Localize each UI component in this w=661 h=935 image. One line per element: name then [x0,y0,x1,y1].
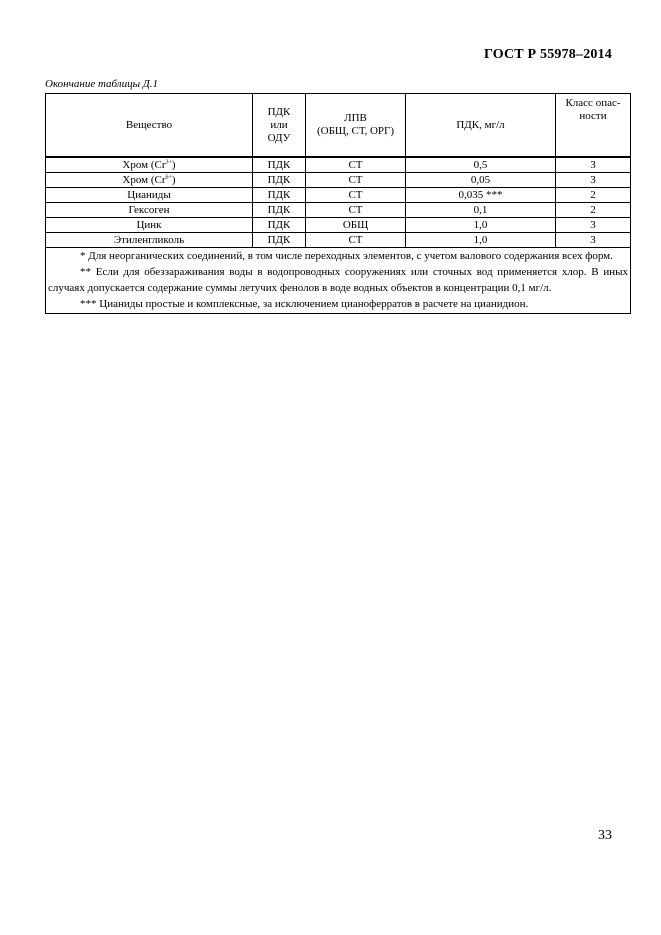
footnote-2: ** Если для обеззараживания воды в водопроводных сооружениях или сточных вод применяется хлор. В иных случаях допускается содержание суммы летучих фенолов в воде водных объектов в концентрации 0,1 мг/л. [48,266,628,294]
header-substance [46,94,253,158]
cell-class: 3 [556,173,631,188]
data-table [45,93,631,314]
header-type-line2: или [270,118,288,131]
cell-substance: Цианиды [46,188,253,203]
cell-substance [46,157,253,173]
header-class-line1: Класс опас- [565,97,621,109]
substance-name-end: ) [171,158,176,171]
table-row [46,173,631,188]
cell-substance [46,173,253,188]
substance-charge: 6+ [165,173,172,180]
table-row [46,157,631,173]
table-notes [46,248,631,314]
header-lpv-line1: ЛПВ [344,112,367,124]
cell-lpv: СТ [306,233,406,248]
header-lpv [306,94,406,158]
cell-substance: Этиленгликоль [46,233,253,248]
substance-charge: 3+ [165,158,172,165]
header-hazard-class [556,94,631,158]
cell-class: 3 [556,218,631,233]
cell-class: 2 [556,188,631,203]
header-type [253,94,306,158]
table-row [46,188,631,203]
cell-lpv: СТ [306,188,406,203]
cell-value: 0,035 *** [406,188,556,203]
header-value [406,94,556,158]
cell-type: ПДК [253,173,306,188]
cell-value: 0,1 [406,203,556,218]
footnote-3: *** Цианиды простые и комплексные, за исключением цианоферратов в расчете на цианидион. [80,298,529,310]
header-type-line3: ОДУ [267,131,291,144]
table-header-row [46,94,631,158]
cell-type: ПДК [253,157,306,173]
cell-lpv: СТ [306,173,406,188]
cell-value: 1,0 [406,233,556,248]
table-notes-row [46,248,631,314]
page-number: 33 [598,828,612,843]
table-row [46,233,631,248]
header-type-line1: ПДК [267,105,291,118]
cell-type: ПДК [253,218,306,233]
cell-class: 2 [556,203,631,218]
footnote-1: * Для неорганических соединений, в том числе переходных элементов, с учетом валового содержания всех форм. [80,250,613,262]
header-class-line2: ности [579,110,607,122]
document-code: ГОСТ Р 55978–2014 [483,47,612,62]
table-caption: Окончание таблицы Д.1 [45,78,159,90]
substance-name: Хром (Cr [122,173,166,186]
cell-type: ПДК [253,233,306,248]
cell-type: ПДК [253,203,306,218]
cell-class: 3 [556,157,631,173]
cell-value: 0,5 [406,157,556,173]
cell-type: ПДК [253,188,306,203]
substance-name-end: ) [171,173,176,186]
header-value-label: ПДК, мг/л [456,118,505,131]
cell-lpv: СТ [306,157,406,173]
cell-class: 3 [556,233,631,248]
cell-lpv: ОБЩ [306,218,406,233]
cell-substance: Гексоген [46,203,253,218]
header-substance-label: Вещество [125,118,173,131]
cell-value: 1,0 [406,218,556,233]
cell-value: 0,05 [406,173,556,188]
cell-substance: Цинк [46,218,253,233]
cell-lpv: СТ [306,203,406,218]
header-lpv-line2: (ОБЩ, СТ, ОРГ) [316,125,395,137]
table-row [46,218,631,233]
table-row [46,203,631,218]
substance-name: Хром (Cr [122,158,166,171]
